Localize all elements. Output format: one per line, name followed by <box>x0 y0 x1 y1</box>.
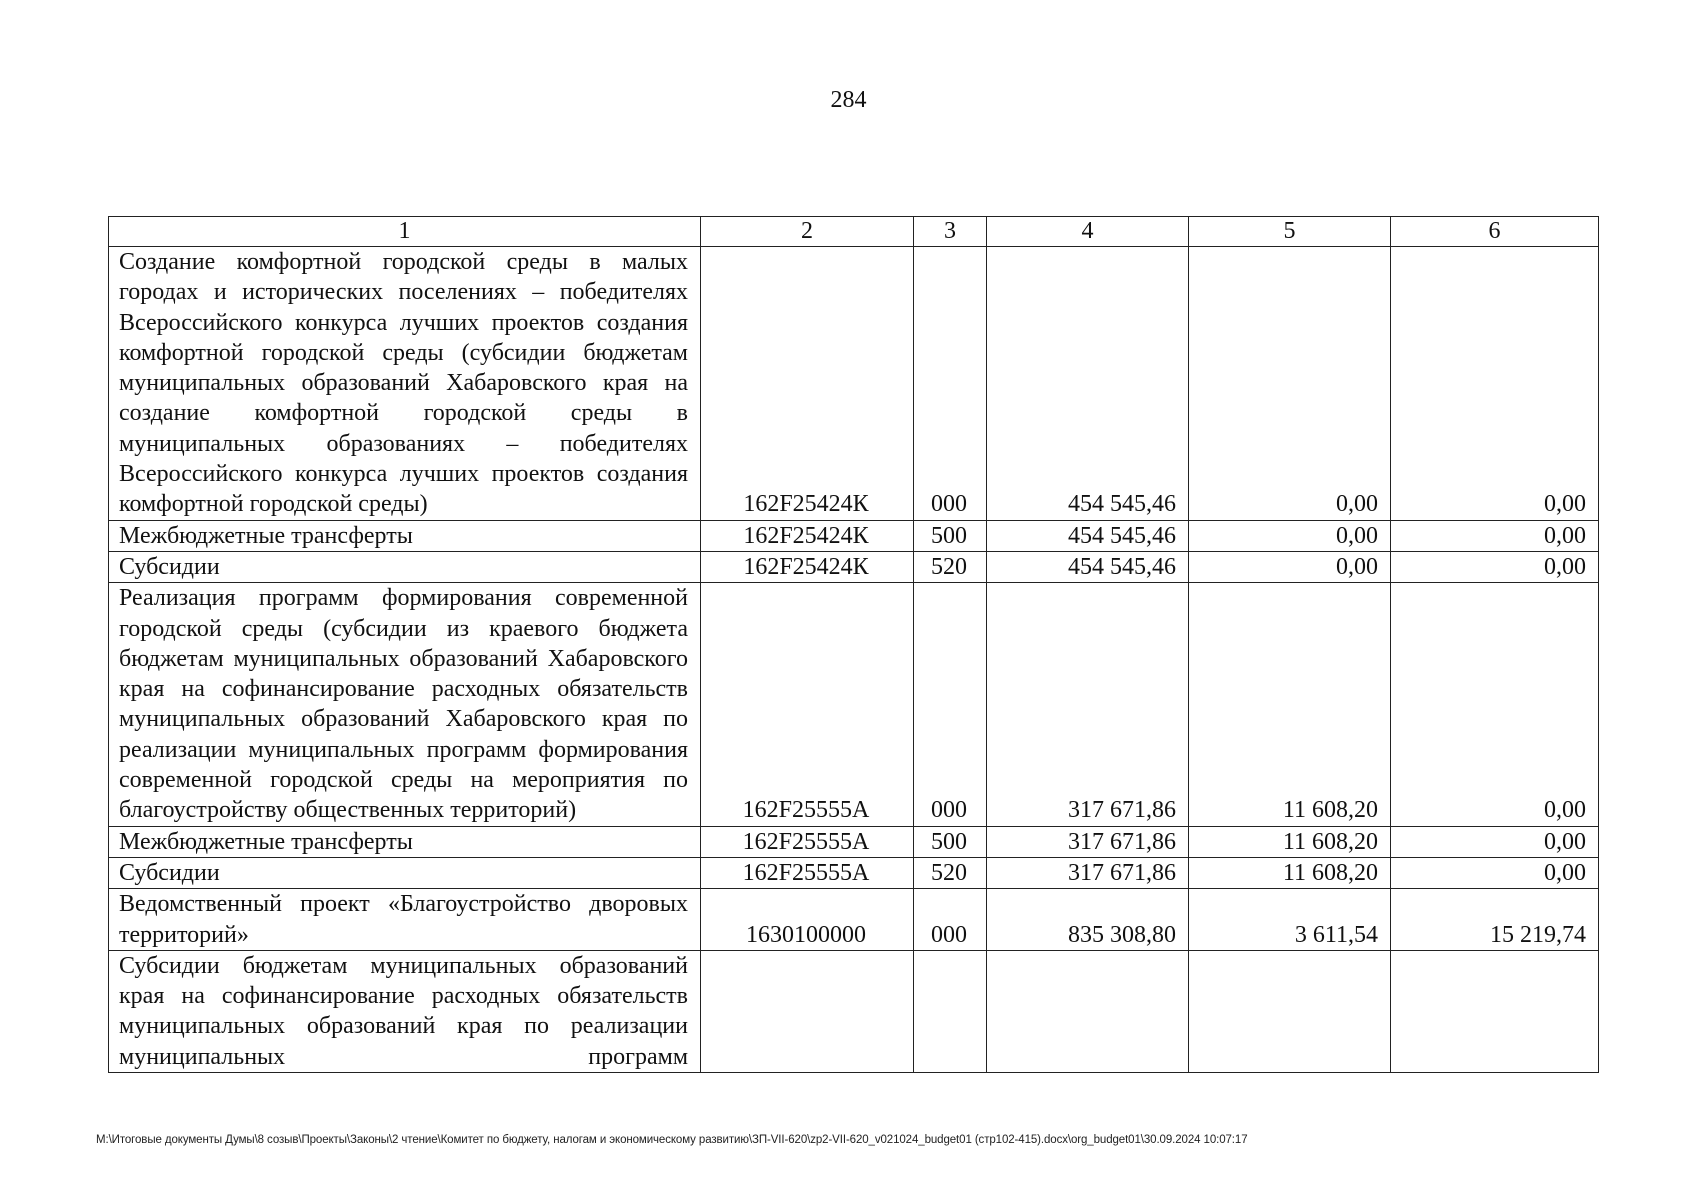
row-amount-col5: 0,00 <box>1189 551 1391 582</box>
row-amount-col5: 11 608,20 <box>1189 826 1391 857</box>
document-file-path: M:\Итоговые документы Думы\8 созыв\Проекты\Законы\2 чтение\Комитет по бюджету, налогам и экономическому развитию\ЗП-VII-620\zp2-VII-620_v021024_budget01 (стр102-415).docx\org_budget01\30.09.2024 10:07:17 <box>96 1134 1248 1146</box>
row-expense-type: 000 <box>914 583 987 826</box>
row-amount-col4: 454 545,46 <box>987 520 1189 551</box>
row-target-code: 162F25555А <box>701 857 914 888</box>
row-description: Создание комфортной городской среды в малых городах и исторических поселениях – победителях Всероссийского конкурса лучших проектов создания комфортной городской среды (субсидии бюджетам муниципальных образований Хабаровского края на создание комфортной городской среды в муниципальных образованиях – победителях Всероссийского конкурса лучших проектов создания комфортной городской среды) <box>109 247 701 521</box>
row-amount-col5: 11 608,20 <box>1189 857 1391 888</box>
row-amount-col4: 454 545,46 <box>987 247 1189 521</box>
table-row <box>109 950 1599 1072</box>
row-amount-col6: 0,00 <box>1391 857 1599 888</box>
row-target-code <box>701 950 914 1072</box>
row-amount-col5: 0,00 <box>1189 520 1391 551</box>
row-target-code: 162F25424К <box>701 247 914 521</box>
table-row <box>109 247 1599 521</box>
row-amount-col4: 317 671,86 <box>987 583 1189 826</box>
table-row <box>109 826 1599 857</box>
table-row <box>109 857 1599 888</box>
table-row <box>109 583 1599 826</box>
row-amount-col4: 317 671,86 <box>987 826 1189 857</box>
row-amount-col4: 317 671,86 <box>987 857 1189 888</box>
row-expense-type: 520 <box>914 857 987 888</box>
row-amount-col6: 0,00 <box>1391 247 1599 521</box>
row-amount-col4: 835 308,80 <box>987 889 1189 951</box>
row-expense-type: 520 <box>914 551 987 582</box>
row-description: Межбюджетные трансферты <box>109 826 701 857</box>
row-amount-col5: 11 608,20 <box>1189 583 1391 826</box>
row-amount-col6: 0,00 <box>1391 551 1599 582</box>
row-target-code: 162F25424К <box>701 551 914 582</box>
row-amount-col6: 0,00 <box>1391 583 1599 826</box>
row-expense-type: 500 <box>914 826 987 857</box>
column-header-2: 2 <box>701 217 914 247</box>
row-amount-col6: 0,00 <box>1391 520 1599 551</box>
column-header-4: 4 <box>987 217 1189 247</box>
row-target-code: 162F25424К <box>701 520 914 551</box>
table-row <box>109 889 1599 951</box>
table-row <box>109 520 1599 551</box>
table-header-row <box>109 217 1599 247</box>
row-description: Межбюджетные трансферты <box>109 520 701 551</box>
row-description: Субсидии бюджетам муниципальных образований края на софинансирование расходных обязательств муниципальных образований края по реализации муниципальных программ <box>109 950 701 1072</box>
row-description: Субсидии <box>109 551 701 582</box>
row-target-code: 162F25555А <box>701 826 914 857</box>
row-target-code: 162F25555А <box>701 583 914 826</box>
row-amount-col4: 454 545,46 <box>987 551 1189 582</box>
row-amount-col5 <box>1189 950 1391 1072</box>
table-row <box>109 551 1599 582</box>
row-amount-col6: 0,00 <box>1391 826 1599 857</box>
row-amount-col5: 0,00 <box>1189 247 1391 521</box>
row-description: Субсидии <box>109 857 701 888</box>
column-header-6: 6 <box>1391 217 1599 247</box>
column-header-3: 3 <box>914 217 987 247</box>
row-expense-type: 000 <box>914 889 987 951</box>
row-description: Ведомственный проект «Благоустройство дворовых территорий» <box>109 889 701 951</box>
row-expense-type: 500 <box>914 520 987 551</box>
column-header-5: 5 <box>1189 217 1391 247</box>
row-target-code: 1630100000 <box>701 889 914 951</box>
row-expense-type <box>914 950 987 1072</box>
row-amount-col6: 15 219,74 <box>1391 889 1599 951</box>
budget-table <box>108 216 1599 1073</box>
row-description: Реализация программ формирования современной городской среды (субсидии из краевого бюджета бюджетам муниципальных образований Хабаровского края на софинансирование расходных обязательств муниципальных образований Хабаровского края по реализации муниципальных программ формирования современной городской среды на мероприятия по благоустройству общественных территорий) <box>109 583 701 826</box>
row-expense-type: 000 <box>914 247 987 521</box>
page-number: 284 <box>830 87 867 113</box>
row-amount-col6 <box>1391 950 1599 1072</box>
row-amount-col4 <box>987 950 1189 1072</box>
column-header-1: 1 <box>109 217 701 247</box>
row-amount-col5: 3 611,54 <box>1189 889 1391 951</box>
